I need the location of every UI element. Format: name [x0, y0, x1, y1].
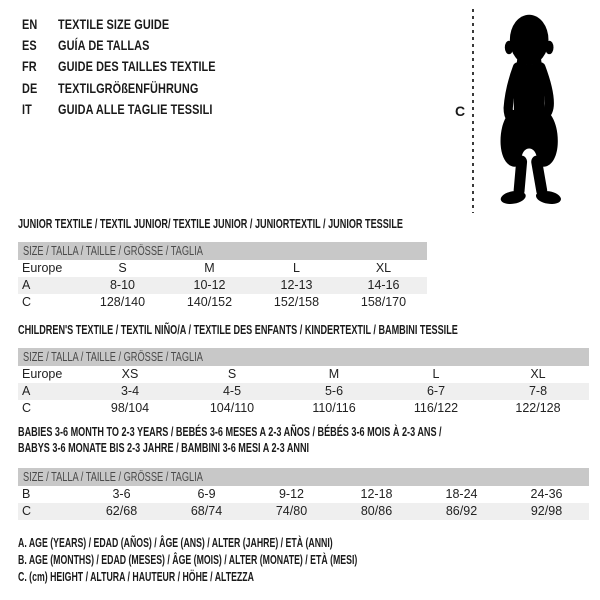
- age-cell: 3-4: [120, 384, 140, 398]
- age-cell: 6-7: [426, 384, 446, 398]
- guide-title-en: TEXTILE SIZE GUIDE: [58, 15, 170, 32]
- language-title-list: [22, 13, 260, 120]
- size-cell: XL: [530, 367, 546, 381]
- age-cell: 7-8: [528, 384, 548, 398]
- size-header-bar: [18, 348, 589, 366]
- age-cell: 9-12: [278, 487, 305, 501]
- legend: [18, 535, 503, 587]
- row-label: C: [22, 504, 32, 518]
- language-code: IT: [22, 101, 32, 118]
- guide-title-fr: GUIDE DES TAILLES TEXTILE: [58, 58, 216, 75]
- age-cell: 18-24: [445, 487, 478, 501]
- height-cell: 62/68: [105, 504, 138, 518]
- section-title-junior: JUNIOR TEXTILE / TEXTIL JUNIOR/ TEXTILE JUNIOR / JUNIORTEXTIL / JUNIOR TESSILE: [18, 216, 403, 231]
- height-cell: 128/140: [99, 295, 146, 309]
- height-cell: 98/104: [110, 401, 150, 415]
- row-label: A: [22, 384, 31, 398]
- table-row-height: [18, 400, 589, 417]
- table-row-height: [18, 294, 427, 311]
- language-code: DE: [22, 79, 38, 96]
- row-label: Europe: [22, 261, 63, 275]
- height-cell: 152/158: [273, 295, 320, 309]
- age-cell: 10-12: [193, 278, 226, 292]
- guide-title-it: GUIDA ALLE TAGLIE TESSILI: [58, 101, 213, 118]
- language-row: [22, 99, 260, 120]
- size-cell: L: [293, 261, 300, 275]
- height-cell: 68/74: [190, 504, 223, 518]
- size-cell: M: [204, 261, 215, 275]
- row-label: B: [22, 487, 31, 501]
- language-row: [22, 56, 260, 77]
- age-cell: 14-16: [367, 278, 400, 292]
- children-size-table: [18, 348, 589, 417]
- height-cell: 158/170: [360, 295, 407, 309]
- height-cell: 74/80: [275, 504, 308, 518]
- size-header-bar: [18, 468, 589, 486]
- junior-size-table: [18, 242, 427, 311]
- height-cell: 104/110: [209, 401, 255, 415]
- height-measure-label: C: [455, 103, 466, 119]
- language-row: [22, 77, 260, 98]
- language-row: [22, 34, 260, 55]
- row-label: C: [22, 295, 32, 309]
- height-cell: 110/116: [312, 401, 356, 415]
- height-cell: 86/92: [445, 504, 478, 518]
- guide-title-de: TEXTILGRÖßENFÜHRUNG: [58, 79, 199, 96]
- legend-age-months: B. AGE (MONTHS) / EDAD (MESES) / ÂGE (MOIS) / ALTER (MONATE) / ETÀ (MESI): [18, 553, 358, 568]
- height-cell: 140/152: [186, 295, 233, 309]
- row-label: Europe: [22, 367, 63, 381]
- size-cell: M: [328, 367, 340, 381]
- toddler-silhouette-icon: [483, 8, 577, 210]
- size-cell: L: [432, 367, 440, 381]
- language-code: FR: [22, 58, 37, 75]
- guide-title-es: GUÍA DE TALLAS: [58, 37, 150, 54]
- language-code: ES: [22, 37, 37, 54]
- age-cell: 8-10: [109, 278, 136, 292]
- size-cell: S: [227, 367, 237, 381]
- row-label: A: [22, 278, 31, 292]
- babies-size-table: [18, 468, 589, 520]
- height-cell: 92/98: [530, 504, 563, 518]
- age-cell: 4-5: [222, 384, 242, 398]
- legend-age-years: A. AGE (YEARS) / EDAD (AÑOS) / ÂGE (ANS) / ALTER (JAHRE) / ETÀ (ANNI): [18, 536, 333, 550]
- size-header-label: SIZE / TALLA / TAILLE / GRÖSSE / TAGLIA: [23, 350, 203, 364]
- age-cell: 3-6: [112, 487, 131, 501]
- language-code: EN: [22, 15, 38, 32]
- table-row-height: [18, 503, 589, 520]
- age-cell: 12-13: [280, 278, 313, 292]
- size-header-label: SIZE / TALLA / TAILLE / GRÖSSE / TAGLIA: [23, 244, 203, 258]
- height-dashed-line: [472, 9, 474, 213]
- legend-height-cm: C. (cm) HEIGHT / ALTURA / HAUTEUR / HÖHE / ALTEZZA: [18, 570, 254, 585]
- height-cell: 122/128: [515, 401, 561, 415]
- table-row-europe: [18, 260, 427, 277]
- table-row-europe: [18, 366, 589, 383]
- size-header-bar: [18, 242, 427, 260]
- table-row-age: [18, 277, 427, 294]
- age-cell: 24-36: [530, 487, 563, 501]
- size-cell: XS: [121, 367, 139, 381]
- size-cell: S: [118, 261, 127, 275]
- language-row: [22, 13, 260, 34]
- size-header-label: SIZE / TALLA / TAILLE / GRÖSSE / TAGLIA: [23, 470, 203, 484]
- age-cell: 12-18: [360, 487, 393, 501]
- height-cell: 116/122: [413, 401, 459, 415]
- height-cell: 80/86: [360, 504, 393, 518]
- section-title-children: CHILDREN'S TEXTILE / TEXTIL NIÑO/A / TEXTILE DES ENFANTS / KINDERTEXTIL / BAMBINI TESSILE: [18, 322, 458, 337]
- age-cell: 5-6: [324, 384, 344, 398]
- table-row-age: [18, 383, 589, 400]
- section-title-babies: BABIES 3-6 MONTH TO 2-3 YEARS / BEBÉS 3-6 MESES A 2-3 AÑOS / BÉBÉS 3-6 MOIS À 2-3 ANS / BABYS 3-6 MONATE BIS 2-3 JAHRE / BAMBINI 3-6 MESI A 2-3 ANNI: [18, 424, 442, 455]
- size-cell: XL: [375, 261, 392, 275]
- row-label: C: [22, 401, 32, 415]
- table-row-age-months: [18, 486, 589, 503]
- age-cell: 6-9: [197, 487, 216, 501]
